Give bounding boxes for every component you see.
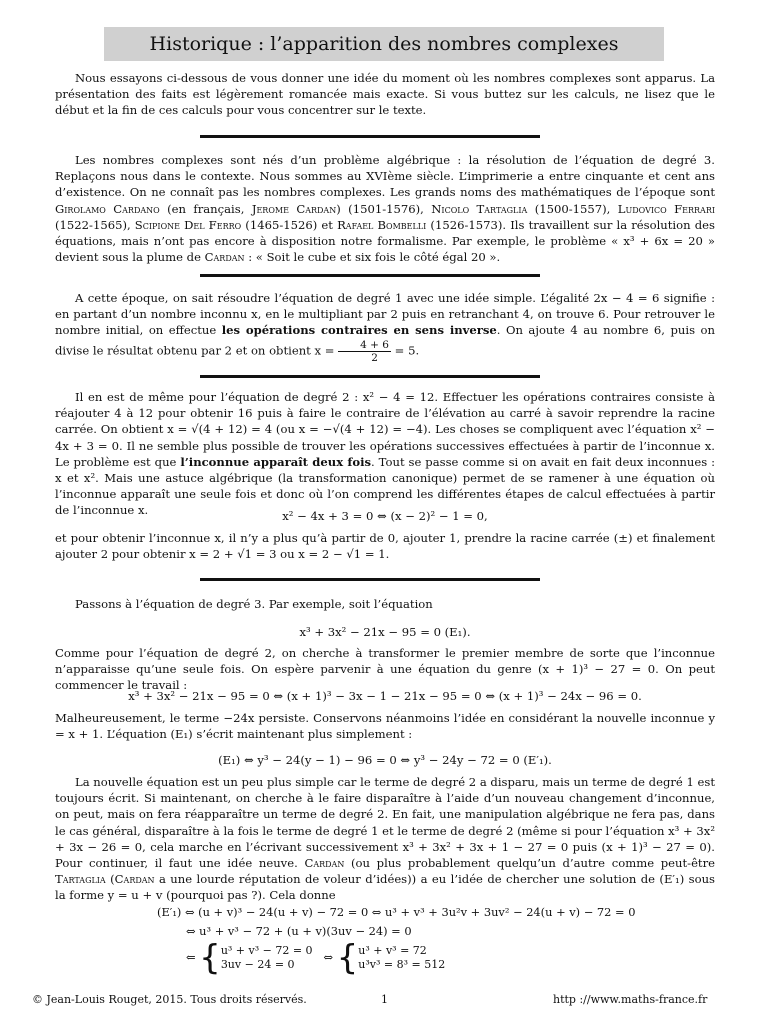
text-run: Il en est de même pour l’équation de degré 2 : x² − 4 = 12. Effectuer les opérations contraires consiste à réajouter 4 à 12 pour obtenir 16 puis à faire le contraire de l’élévation au carré à savoir reprendre la racine carrée. On obtient x = √(4 + 12) = 4 (ou x = −√(4 + 12) = −4). Les choses se compliquent avec l’équation x² − 4x + 3 = 0. Il ne semble plus possible de trouver les opérations successives effectuées à partir de l’inconnue x. Le problème est que xyxy=(55,390,715,469)
bold-phrase: les opérations contraires en sens inverse xyxy=(221,323,497,338)
name-cardan: Cardan xyxy=(304,856,345,871)
system-one xyxy=(221,944,313,972)
text-run: (ou plus probablement quelqu’un d’autre comme peut-être xyxy=(344,856,715,871)
degree-one-paragraph xyxy=(55,290,715,364)
name-tartaglia: Tartaglia xyxy=(55,872,106,887)
text-run: (en français, xyxy=(159,201,252,216)
text-run: = 5. xyxy=(391,343,420,358)
degree-three-paragraph: Comme pour l’équation de degré 2, on cherche à transformer le premier membre de sorte que l’inconnue n’apparaisse qu’une seule fois. On espère parvenir à une équation du genre (x + 1)³ − 27 = 0. On peut commencer le travail : xyxy=(55,646,715,693)
left-brace: { xyxy=(336,938,359,978)
cardan-idea-paragraph xyxy=(55,774,715,904)
text-run: a une lourde réputation de voleur d’idées)) a eu l’idée de chercher une solution de (E′₁) sous la forme y = u + v (pourquoi pas ?). Cela donne xyxy=(55,872,715,903)
bold-phrase: l’inconnue apparaît deux fois xyxy=(180,454,372,469)
text-run: : « Soit le cube et six fois le côté égal 20 ». xyxy=(244,250,501,265)
text-run: (1522-1565), xyxy=(55,217,135,232)
fraction xyxy=(338,339,391,364)
substitution-paragraph: Malheureusement, le terme −24x persiste. Conservons néanmoins l’idée en considérant la nouvelle inconnue y = x + 1. L’équation (E₁) s’écrit maintenant plus simplement : xyxy=(55,711,715,742)
text-run: (1500-1557), xyxy=(527,201,618,216)
name-cardano: Girolamo Cardano xyxy=(55,201,160,216)
footer-page-number: 1 xyxy=(381,993,388,1006)
section-divider xyxy=(200,135,540,138)
derivation-line-2: ⇔ u³ + v³ − 72 + (u + v)(3uv − 24) = 0 xyxy=(186,924,412,938)
intro-paragraph: Nous essayons ci-dessous de vous donner une idée du moment où les nombres complexes sont apparus. La présentation des faits est légèrement romancée mais exacte. Si vous buttez sur les calculs, ne lisez que le début et la fin de ces calculs pour vous concentrer sur le texte. xyxy=(55,71,715,118)
name-del-ferro: Scipione Del Ferro xyxy=(134,217,242,232)
system-two-eq-b: u³v³ = 8³ = 512 xyxy=(358,958,446,971)
expansion-equation: x³ + 3x² − 21x − 95 = 0 ⇔ (x + 1)³ − 3x − 1 − 21x − 95 = 0 ⇔ (x + 1)³ − 24x − 96 = 0. xyxy=(128,689,642,703)
canonical-form-equation: x² − 4x + 3 = 0 ⇔ (x − 2)² − 1 = 0, xyxy=(282,509,488,523)
text-run: (1526-1573). Ils travaillent sur la résolution des équations, mais n’ont pas encore à disposition notre formalisme. Par exemple, le problème « x³ + 6x = 20 » devient sous la plume de xyxy=(55,217,715,265)
left-brace: { xyxy=(199,938,221,978)
fraction-denominator: 2 xyxy=(371,351,378,364)
system-one-eq-a: u³ + v³ − 72 = 0 xyxy=(220,944,313,957)
degree-two-paragraph xyxy=(55,389,715,519)
text-run: A cette époque, on sait résoudre l’équation de degré 1 avec une idée simple. L’égalité 2x − 4 = 6 signifie : en partant d’un nombre inconnu x, en le multipliant par 2 puis en retranchant 4, on trouve 6. Pour retrouver le nombre initial, on effectue xyxy=(55,291,715,338)
name-cardan: Jerome Cardan xyxy=(251,201,337,216)
system-one-eq-b: 3uv − 24 = 0 xyxy=(220,958,295,971)
text-run: La nouvelle équation est un peu plus simple car le terme de degré 2 a disparu, mais un terme de degré 1 est toujours écrit. Si maintenant, on cherche à le faire disparaître à l’aide d’un nouveau changement d’inconnue, on peut, mais on fera réapparaître un terme de degré 2. En fait, une manipulation algébrique ne fera pas, dans le cas général, disparaître à la fois le terme de degré 1 et le terme de degré 2 (même si pour l’équation x³ + 3x² + 3x − 26 = 0, cela marche en l’écrivant successivement x³ + 3x² + 3x + 1 − 27 = 0 puis (x + 1)³ − 27 = 0). Pour continuer, il faut une idée neuve. xyxy=(55,775,715,871)
name-tartaglia: Nicolo Tartaglia xyxy=(431,201,528,216)
name-cardan: Cardan xyxy=(114,872,155,887)
history-paragraph xyxy=(55,152,715,265)
text-run: (1465-1526) et xyxy=(241,217,338,232)
text-run: . Tout se passe comme si on avait en fait deux inconnues : x et x². Mais une astuce algébrique (la transformation canonique) permet de se ramener à une équation où l’inconnue apparaît une seule fois et donc où l’on comprend les différentes étapes de calcul effectuées à partir de l’inconnue x. xyxy=(55,454,715,518)
system-two-eq-a: u³ + v³ = 72 xyxy=(358,944,427,957)
text-run: ) (1501-1576), xyxy=(336,201,432,216)
section-divider xyxy=(200,578,540,581)
equiv-arrow: ⇔ xyxy=(323,950,333,964)
equation-e1-prime: (E₁) ⇔ y³ − 24(y − 1) − 96 = 0 ⇔ y³ − 24y − 72 = 0 (E′₁). xyxy=(218,753,552,767)
implies-arrow: ⇐ xyxy=(186,950,196,964)
text-run: ( xyxy=(105,872,115,887)
footer-url[interactable]: http ://www.maths-france.fr xyxy=(553,993,708,1006)
degree-three-intro: Passons à l’équation de degré 3. Par exemple, soit l’équation xyxy=(75,597,433,611)
text-run: . On ajoute 4 au nombre 6, puis on divise le résultat obtenu par 2 et on obtient x = xyxy=(55,323,715,358)
name-cardan: Cardan xyxy=(204,250,245,265)
section-divider xyxy=(200,375,540,378)
degree-two-conclusion: et pour obtenir l’inconnue x, il n’y a plus qu’à partir de 0, ajouter 1, prendre la racine carrée (±) et finalement ajouter 2 pour obtenir x = 2 + √1 = 3 ou x = 2 − √1 = 1. xyxy=(55,531,715,562)
name-bombelli: Rafael Bombelli xyxy=(337,217,427,232)
name-ferrari: Ludovico Ferrari xyxy=(617,201,716,216)
text-run: Les nombres complexes sont nés d’un problème algébrique : la résolution de l’équation de degré 3. Replaçons nous dans le contexte. Nous sommes au XVIème siècle. L’imprimerie a entre cinquante et cent ans d’existence. On ne connaît pas les nombres complexes. Les grands noms des mathématiques de l’époque sont xyxy=(55,153,715,200)
page-title: Historique : l’apparition des nombres complexes xyxy=(104,27,664,61)
system-two xyxy=(358,944,445,972)
fraction-numerator: 4 + 6 xyxy=(338,339,391,352)
derivation-line-3 xyxy=(186,938,446,978)
equation-e1: x³ + 3x² − 21x − 95 = 0 (E₁). xyxy=(299,625,471,639)
footer-copyright: © Jean-Louis Rouget, 2015. Tous droits réservés. xyxy=(32,993,307,1006)
section-divider xyxy=(200,274,540,277)
derivation-line-1: (E′₁) ⇔ (u + v)³ − 24(u + v) − 72 = 0 ⇔ u³ + v³ + 3u²v + 3uv² − 24(u + v) − 72 = 0 xyxy=(157,905,636,919)
